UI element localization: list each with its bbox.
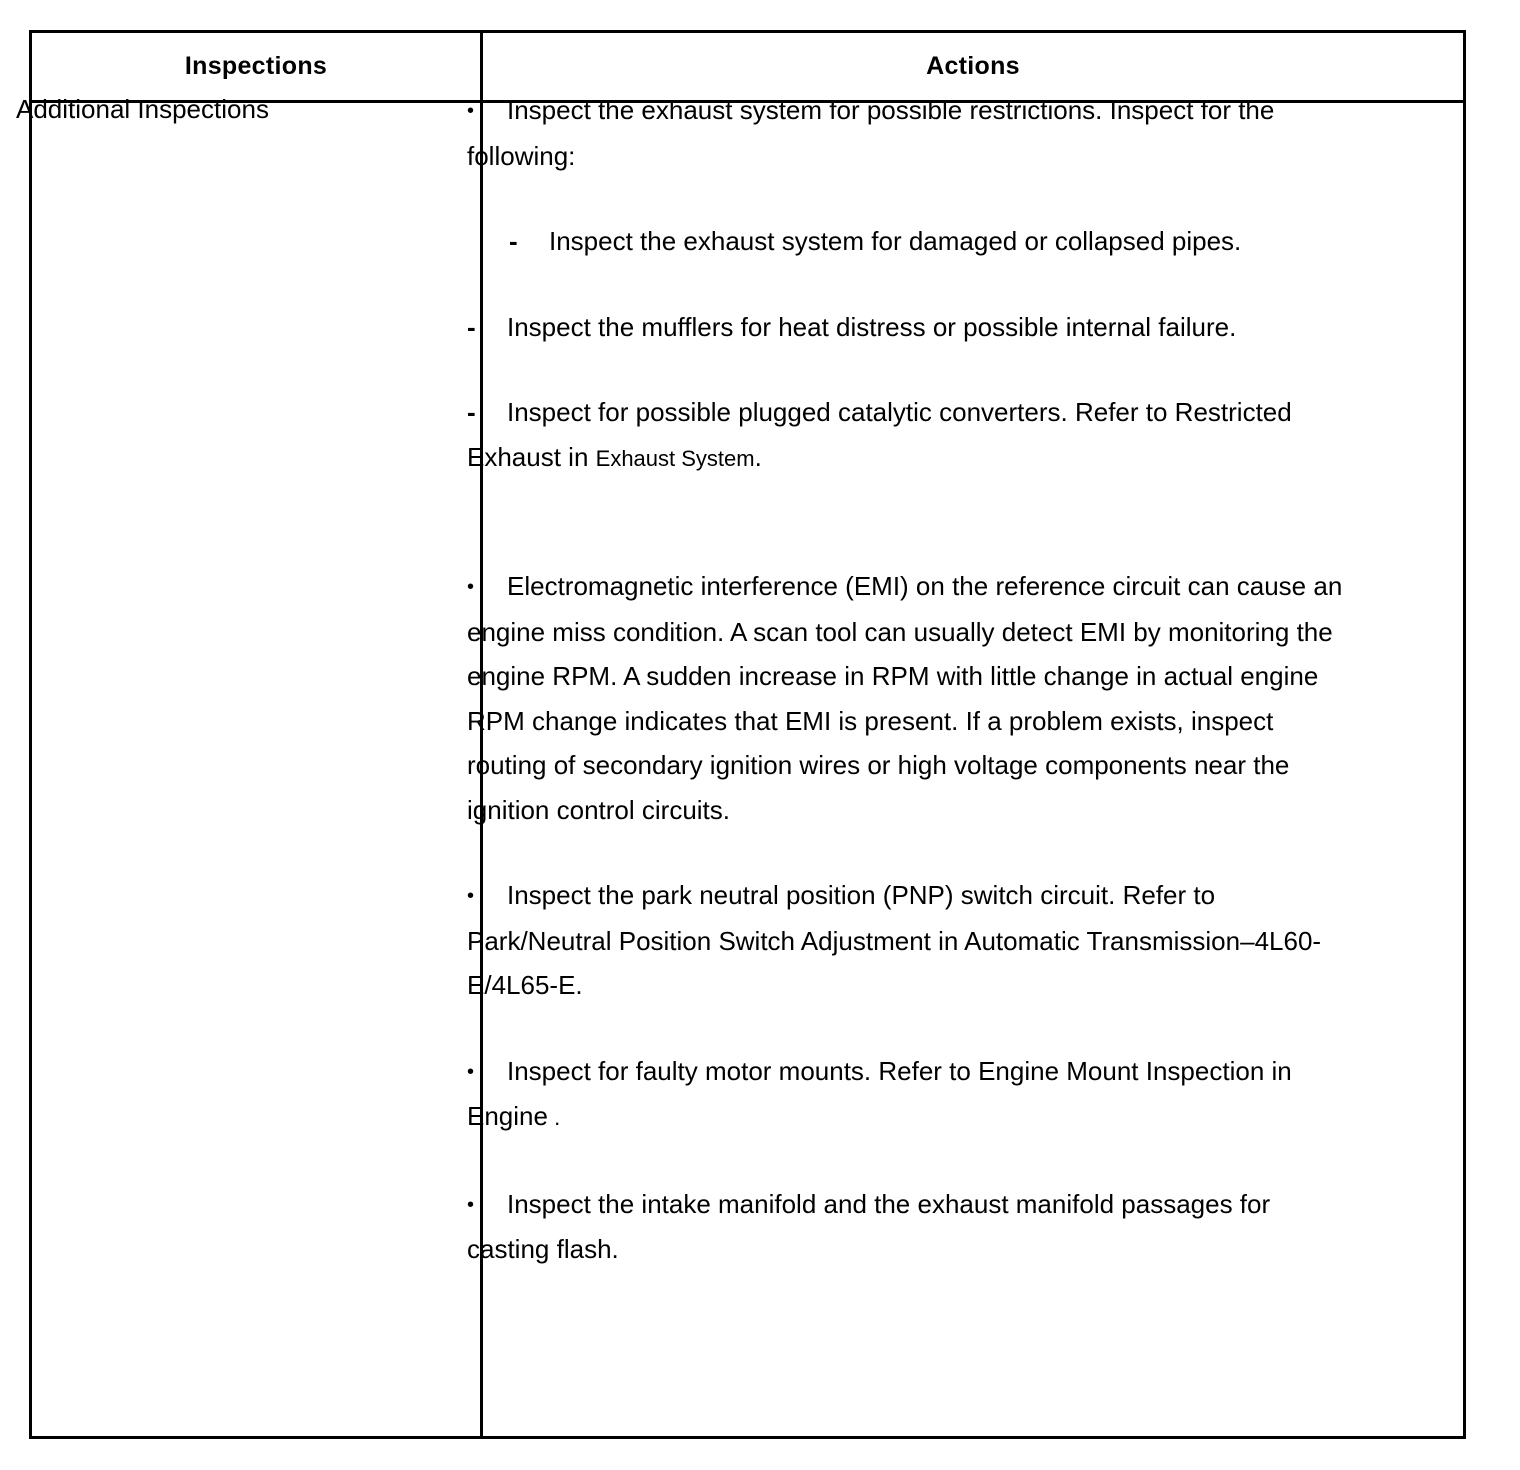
mounts-item [467, 1049, 1347, 1141]
bullet-marker: • [467, 100, 475, 122]
exhaust-intro-text: Inspect the exhaust system for possible restrictions. Inspect for the following: [467, 95, 1275, 171]
emi-item [467, 564, 1347, 832]
exhaust-sub-text-3: Inspect for possible plugged catalytic converters. Refer to Restricted Exhaust in [467, 397, 1292, 472]
pnp-text: Inspect the park neutral position (PNP) switch circuit. Refer to Park/Neutral Position Switch Adjustment in Automatic Transmission–4L60-E/4L65-E. [467, 880, 1322, 1000]
exhaust-sub-text-1: Inspect the exhaust system for damaged or collapsed pipes. [549, 226, 1242, 256]
emi-text: Electromagnetic interference (EMI) on the reference circuit can cause an engine miss condition. A scan tool can usually detect EMI by monitoring the engine RPM. A sudden increase in RPM with little change in actual engine RPM change indicates that EMI is present. If a problem exists, inspect routing of secondary ignition wires or high voltage components near the ignition control circuits. [467, 571, 1343, 825]
header-inspections: Inspections [184, 52, 328, 80]
dash-marker: - [467, 311, 476, 342]
bullet-marker: • [467, 1193, 475, 1216]
exhaust-intro-item [467, 88, 1347, 178]
manifold-text: Inspect the intake manifold and the exhaust manifold passages for casting flash. [467, 1188, 1271, 1264]
mounts-text: Inspect for faulty motor mounts. Refer to Engine Mount Inspection in Engine [467, 1055, 1292, 1131]
exhaust-sub-item-1 [467, 219, 1347, 264]
dash-marker: - [467, 397, 476, 427]
manifold-item [467, 1182, 1347, 1272]
bullet-marker: • [467, 1060, 475, 1083]
dash-marker: - [509, 226, 518, 256]
exhaust-sub-item-2 [467, 305, 1347, 350]
exhaust-system-reference: Exhaust System [595, 445, 755, 471]
actions-cell [467, 88, 1347, 1272]
bullet-marker: • [467, 885, 475, 907]
pnp-item [467, 873, 1347, 1008]
mounts-end: . [547, 1105, 561, 1130]
exhaust-sub-text-2: Inspect the mufflers for heat distress or possible internal failure. [507, 311, 1237, 342]
exhaust-sub-item-3 [467, 390, 1347, 481]
bullet-marker: • [467, 576, 475, 598]
inspection-cell: Additional Inspections [16, 94, 269, 124]
exhaust-sub-end: . [754, 441, 762, 472]
header-actions: Actions [926, 52, 1020, 80]
